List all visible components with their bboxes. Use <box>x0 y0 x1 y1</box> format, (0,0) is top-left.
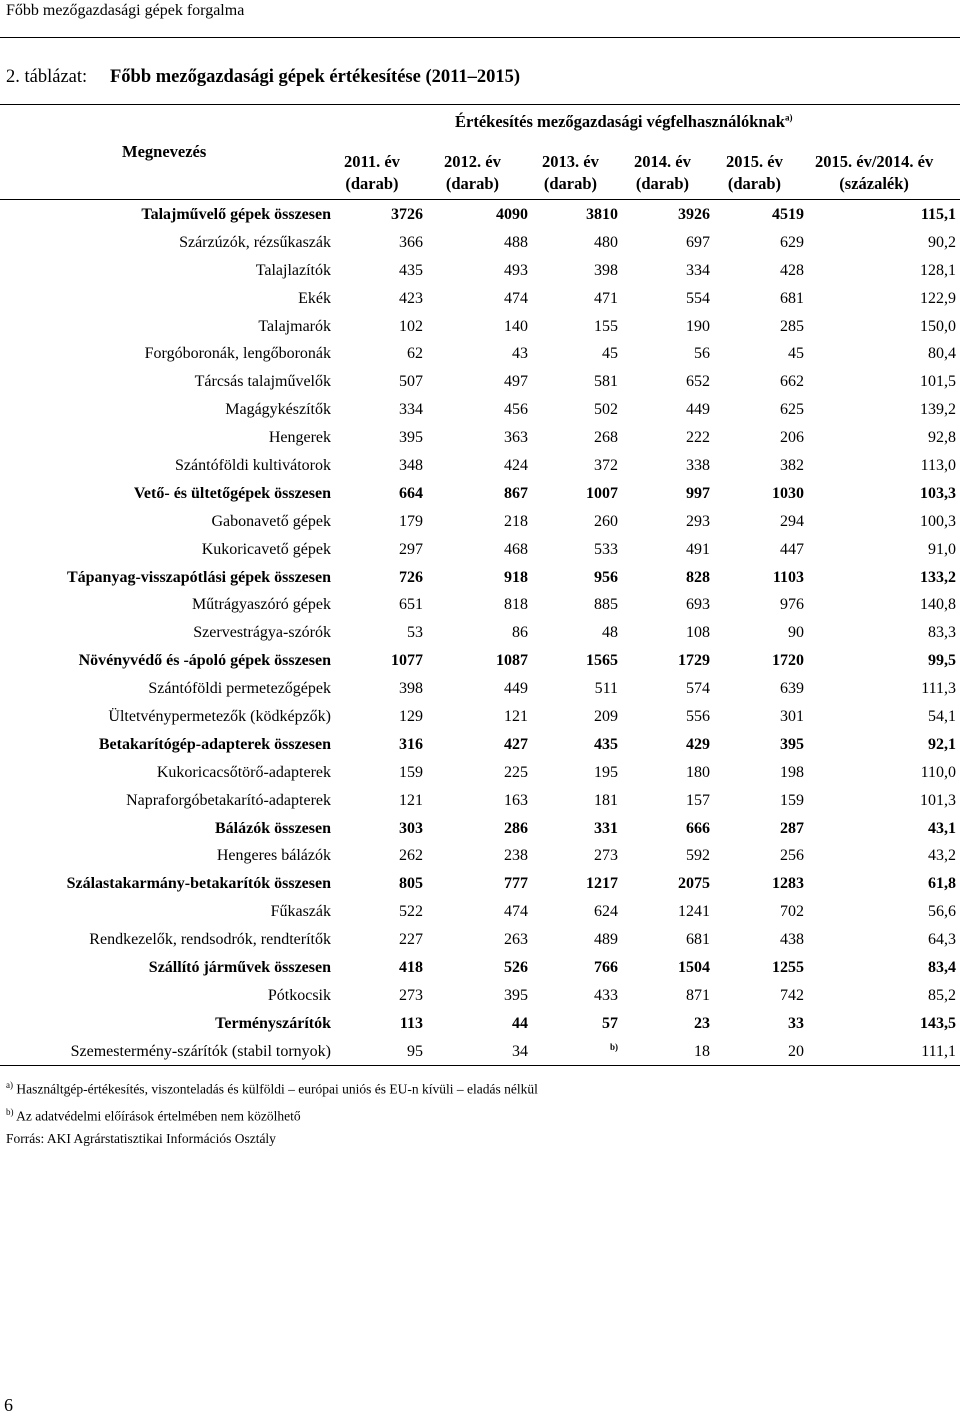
footnotes <box>6 1074 538 1150</box>
row-value: 777 <box>504 875 528 893</box>
row-value: 218 <box>504 512 528 530</box>
row-value: 867 <box>504 484 528 502</box>
table-title: Főbb mezőgazdasági gépek értékesítése (2011–2015) <box>110 67 521 87</box>
row-value: 1087 <box>496 652 528 670</box>
row-value: 56,6 <box>928 903 956 921</box>
row-label: Szálastakarmány-betakarítók összesen <box>66 875 331 893</box>
row-label: Kukoricavető gépek <box>201 540 331 558</box>
table-row <box>0 536 960 564</box>
row-value: 4519 <box>772 205 804 223</box>
row-value: 1255 <box>772 958 804 976</box>
page-number: 6 <box>4 1395 13 1415</box>
row-value: 34 <box>512 1042 528 1060</box>
row-value: 624 <box>594 903 618 921</box>
row-value: 260 <box>594 512 618 530</box>
row-value: 111,1 <box>921 1042 956 1060</box>
row-value: 828 <box>686 568 710 586</box>
footnote-a <box>6 1074 538 1101</box>
table-row <box>0 982 960 1010</box>
row-label: Napraforgóbetakarító-adapterek <box>126 791 331 809</box>
row-value: 574 <box>686 680 710 698</box>
row-label: Szárzúzók, rézsűkaszák <box>179 233 331 251</box>
row-value: 262 <box>399 847 423 865</box>
row-value: 592 <box>686 847 710 865</box>
column-header-name: Megnevezés <box>122 142 207 161</box>
row-value: 666 <box>686 819 710 837</box>
row-value: 316 <box>399 735 423 753</box>
row-value: 474 <box>504 289 528 307</box>
column-year: 2014. év <box>634 152 691 171</box>
row-value: 238 <box>504 847 528 865</box>
row-label: Szervestrágya-szórók <box>193 624 331 642</box>
row-value: 113 <box>399 1014 423 1032</box>
row-value: 129 <box>399 707 423 725</box>
row-value: 150,0 <box>920 317 956 335</box>
column-header-change <box>815 151 933 195</box>
table-row <box>0 675 960 703</box>
row-label: Tárcsás talajművelők <box>194 373 331 391</box>
table-row <box>0 954 960 982</box>
row-label: Terményszárítók <box>215 1014 331 1032</box>
column-year: 2015. év <box>726 152 783 171</box>
table-row <box>0 452 960 480</box>
row-value: 382 <box>780 456 804 474</box>
row-value: 285 <box>780 317 804 335</box>
row-value: 871 <box>686 986 710 1004</box>
row-value: 433 <box>594 986 618 1004</box>
row-value: 86 <box>512 624 528 642</box>
table-row <box>0 229 960 257</box>
row-label: Kukoricacsőtörő-adapterek <box>156 763 331 781</box>
row-label: Talajlazítók <box>255 261 331 279</box>
row-value: 447 <box>780 540 804 558</box>
row-value: 100,3 <box>920 512 956 530</box>
row-value: 1103 <box>772 568 804 586</box>
row-value: 133,2 <box>920 568 956 586</box>
row-value: 190 <box>686 317 710 335</box>
row-value: 103,3 <box>920 484 956 502</box>
row-label: Műtrágyaszóró gépek <box>191 596 331 614</box>
row-value: 662 <box>780 373 804 391</box>
sales-table <box>0 201 960 1066</box>
row-value: 64,3 <box>928 931 956 949</box>
row-value: 625 <box>780 401 804 419</box>
row-value: 533 <box>594 540 618 558</box>
column-unit: (darab) <box>543 174 597 193</box>
row-value: 159 <box>780 791 804 809</box>
column-group-header <box>455 112 792 132</box>
row-value: 139,2 <box>920 401 956 419</box>
row-value: 556 <box>686 707 710 725</box>
row-value: 1729 <box>678 652 710 670</box>
row-value: 293 <box>686 512 710 530</box>
row-value: 997 <box>686 484 710 502</box>
row-value: 95 <box>407 1042 423 1060</box>
column-header-2013 <box>542 151 599 195</box>
row-value: 976 <box>780 596 804 614</box>
row-value: 33 <box>788 1014 804 1032</box>
row-value: 818 <box>504 596 528 614</box>
row-value: 92,1 <box>928 735 956 753</box>
column-header-2011 <box>344 151 400 195</box>
row-value: 428 <box>780 261 804 279</box>
column-header-2014 <box>634 151 691 195</box>
row-value: 449 <box>504 680 528 698</box>
row-value: 766 <box>594 958 618 976</box>
row-value: 474 <box>504 903 528 921</box>
row-value: 395 <box>780 735 804 753</box>
row-label: Ültetvénypermetezők (ködképzők) <box>108 707 331 725</box>
row-value: 429 <box>686 735 710 753</box>
table-row <box>0 591 960 619</box>
row-value: 294 <box>780 512 804 530</box>
row-value: 334 <box>399 401 423 419</box>
row-value: 491 <box>686 540 710 558</box>
table-row <box>0 815 960 843</box>
row-value: 651 <box>399 596 423 614</box>
row-value: 438 <box>780 931 804 949</box>
row-value: 45 <box>788 345 804 363</box>
column-header-2015 <box>726 151 783 195</box>
row-value: 256 <box>780 847 804 865</box>
row-value: 143,5 <box>920 1014 956 1032</box>
row-value: 427 <box>504 735 528 753</box>
row-value: 3926 <box>678 205 710 223</box>
row-value: 48 <box>602 624 618 642</box>
row-value: 502 <box>594 401 618 419</box>
row-value: 488 <box>504 233 528 251</box>
row-value: 140,8 <box>920 596 956 614</box>
row-value: 681 <box>686 931 710 949</box>
row-value: 489 <box>594 931 618 949</box>
table-row <box>0 313 960 341</box>
row-value: 697 <box>686 233 710 251</box>
row-value: 526 <box>504 958 528 976</box>
table-row <box>0 759 960 787</box>
running-header <box>0 0 960 38</box>
row-value: 1217 <box>586 875 618 893</box>
row-value: 664 <box>399 484 423 502</box>
row-value: 1504 <box>678 958 710 976</box>
row-value: 3726 <box>391 205 423 223</box>
row-value: 449 <box>686 401 710 419</box>
row-value: 581 <box>594 373 618 391</box>
row-value: 726 <box>399 568 423 586</box>
row-value: 268 <box>594 429 618 447</box>
row-value: 45 <box>602 345 618 363</box>
row-value: 121 <box>399 791 423 809</box>
row-value: 121 <box>504 707 528 725</box>
row-value: 54,1 <box>928 707 956 725</box>
row-value: 348 <box>399 456 423 474</box>
row-label: Szántóföldi permetezőgépek <box>148 680 331 698</box>
row-value: 3810 <box>586 205 618 223</box>
table-row <box>0 508 960 536</box>
row-value: 1565 <box>586 652 618 670</box>
row-value: 80,4 <box>928 345 956 363</box>
row-value: 113,0 <box>920 456 956 474</box>
table-row <box>0 424 960 452</box>
row-value: 101,3 <box>920 791 956 809</box>
row-value: 222 <box>686 429 710 447</box>
row-value: 1283 <box>772 875 804 893</box>
row-value: 179 <box>399 512 423 530</box>
row-value: 56 <box>694 345 710 363</box>
row-label: Pótkocsik <box>267 986 331 1004</box>
row-value: 85,2 <box>928 986 956 1004</box>
table-row <box>0 257 960 285</box>
row-value: 468 <box>504 540 528 558</box>
row-label: Forgóboronák, lengőboronák <box>144 345 331 363</box>
row-value: 225 <box>504 763 528 781</box>
row-value: 61,8 <box>928 875 956 893</box>
row-label: Rendkezelők, rendsodrók, rendterítők <box>89 931 331 949</box>
row-value: 805 <box>399 875 423 893</box>
row-value: 507 <box>399 373 423 391</box>
footnote-b <box>6 1101 538 1128</box>
row-value: 372 <box>594 456 618 474</box>
row-value: 338 <box>686 456 710 474</box>
row-value: 62 <box>407 345 423 363</box>
row-value: 493 <box>504 261 528 279</box>
row-value: 1077 <box>391 652 423 670</box>
table-body <box>0 201 960 1066</box>
row-value: 43,2 <box>928 847 956 865</box>
row-value: 43,1 <box>928 819 956 837</box>
row-value: 90 <box>788 624 804 642</box>
row-value: 424 <box>504 456 528 474</box>
row-label: Hengeres bálázók <box>216 847 331 865</box>
row-value: 398 <box>594 261 618 279</box>
row-value: 639 <box>780 680 804 698</box>
row-value: 423 <box>399 289 423 307</box>
row-label: Bálázók összesen <box>215 819 331 837</box>
row-value: 91,0 <box>928 540 956 558</box>
table-row <box>0 368 960 396</box>
row-value: 163 <box>504 791 528 809</box>
row-value: 23 <box>694 1014 710 1032</box>
row-value: 742 <box>780 986 804 1004</box>
row-value: 102 <box>399 317 423 335</box>
row-value: 110,0 <box>920 763 956 781</box>
column-group-label: Értékesítés mezőgazdasági végfelhasználóknak <box>455 112 785 131</box>
row-value: 395 <box>504 986 528 1004</box>
row-value: 20 <box>788 1042 804 1060</box>
row-value <box>528 1038 618 1066</box>
row-value: 366 <box>399 233 423 251</box>
row-value: 398 <box>399 680 423 698</box>
row-value: 681 <box>780 289 804 307</box>
row-value: 297 <box>399 540 423 558</box>
table-row <box>0 787 960 815</box>
row-value: 273 <box>594 847 618 865</box>
row-value: 286 <box>504 819 528 837</box>
row-value: 159 <box>399 763 423 781</box>
footnote-marker: b) <box>609 1042 618 1052</box>
table-row <box>0 340 960 368</box>
column-year: 2012. év <box>444 152 501 171</box>
table-row <box>0 396 960 424</box>
row-value: 522 <box>399 903 423 921</box>
row-value: 554 <box>686 289 710 307</box>
header-bottom-rule <box>0 199 960 200</box>
table-row <box>0 703 960 731</box>
row-value: 511 <box>594 680 618 698</box>
footnote-text: Használtgép-értékesítés, viszonteladás és külföldi – európai uniós és EU-n kívüli – eladás nélkül <box>13 1081 538 1097</box>
table-row <box>0 842 960 870</box>
row-value: 18 <box>694 1042 710 1060</box>
row-value: 99,5 <box>928 652 956 670</box>
row-value: 301 <box>780 707 804 725</box>
table-row <box>0 870 960 898</box>
column-year: 2015. év/2014. év <box>815 152 934 171</box>
table-row <box>0 926 960 954</box>
row-value: 92,8 <box>928 429 956 447</box>
table-bottom-rule <box>0 1065 960 1066</box>
column-group-note: a) <box>784 112 793 123</box>
row-value: 198 <box>780 763 804 781</box>
table-row <box>0 480 960 508</box>
row-value: 181 <box>594 791 618 809</box>
row-label: Hengerek <box>268 429 331 447</box>
column-unit: (darab) <box>635 174 689 193</box>
row-value: 263 <box>504 931 528 949</box>
row-value: 418 <box>399 958 423 976</box>
table-row <box>0 898 960 926</box>
row-label: Gabonavető gépek <box>211 512 331 530</box>
row-label: Talajművelő gépek összesen <box>141 205 331 223</box>
row-label: Tápanyag-visszapótlási gépek összesen <box>66 568 331 586</box>
row-value: 157 <box>686 791 710 809</box>
row-value: 83,3 <box>928 624 956 642</box>
table-caption <box>6 67 520 88</box>
row-value: 273 <box>399 986 423 1004</box>
column-unit: (darab) <box>445 174 499 193</box>
row-value: 195 <box>594 763 618 781</box>
row-value: 956 <box>594 568 618 586</box>
row-label: Szántóföldi kultivátorok <box>175 456 331 474</box>
footnote-marker: a) <box>6 1080 13 1090</box>
row-value: 1241 <box>678 903 710 921</box>
row-value: 206 <box>780 429 804 447</box>
row-value: 209 <box>594 707 618 725</box>
row-value: 90,2 <box>928 233 956 251</box>
row-value: 4090 <box>496 205 528 223</box>
row-value: 456 <box>504 401 528 419</box>
row-value: 227 <box>399 931 423 949</box>
row-value: 180 <box>686 763 710 781</box>
row-value: 693 <box>686 596 710 614</box>
row-label: Szemestermény-szárítók (stabil tornyok) <box>70 1042 331 1060</box>
footnote-text: Az adatvédelmi előírások értelmében nem közölhető <box>13 1108 301 1123</box>
column-unit: (százalék) <box>839 174 909 193</box>
row-value: 115,1 <box>920 205 956 223</box>
row-value: 363 <box>504 429 528 447</box>
row-value: 435 <box>399 261 423 279</box>
table-row <box>0 731 960 759</box>
column-year: 2013. év <box>542 152 599 171</box>
column-year: 2011. év <box>344 152 400 171</box>
row-label: Magágykészítők <box>225 401 331 419</box>
row-label: Fűkaszák <box>270 903 331 921</box>
table-row <box>0 1010 960 1038</box>
row-label: Ekék <box>298 289 331 307</box>
table-top-rule <box>0 104 960 105</box>
row-value: 83,4 <box>928 958 956 976</box>
row-value: 44 <box>512 1014 528 1032</box>
row-value: 43 <box>512 345 528 363</box>
table-row <box>0 1038 960 1066</box>
row-value: 57 <box>602 1014 618 1032</box>
column-header-2012 <box>444 151 501 195</box>
column-unit: (darab) <box>727 174 781 193</box>
table-row <box>0 564 960 592</box>
row-value: 652 <box>686 373 710 391</box>
table-row <box>0 201 960 229</box>
row-value: 885 <box>594 596 618 614</box>
row-label: Vető- és ültetőgépek összesen <box>133 484 331 502</box>
row-value: 101,5 <box>920 373 956 391</box>
row-value: 702 <box>780 903 804 921</box>
row-value: 629 <box>780 233 804 251</box>
running-header-text: Főbb mezőgazdasági gépek forgalma <box>6 2 245 19</box>
row-value: 155 <box>594 317 618 335</box>
row-value: 435 <box>594 735 618 753</box>
table-number: 2. táblázat: <box>6 67 88 87</box>
column-unit: (darab) <box>345 174 399 193</box>
row-value: 53 <box>407 624 423 642</box>
row-label: Betakarítógép-adapterek összesen <box>98 735 331 753</box>
row-value: 918 <box>504 568 528 586</box>
table-row <box>0 647 960 675</box>
row-label: Szállító járművek összesen <box>148 958 331 976</box>
row-value: 108 <box>686 624 710 642</box>
row-value: 334 <box>686 261 710 279</box>
table-row <box>0 619 960 647</box>
row-value: 1030 <box>772 484 804 502</box>
row-value: 1720 <box>772 652 804 670</box>
row-value: 287 <box>780 819 804 837</box>
row-value: 303 <box>399 819 423 837</box>
row-value: 497 <box>504 373 528 391</box>
row-label: Talajmarók <box>258 317 331 335</box>
row-value: 395 <box>399 429 423 447</box>
row-value: 122,9 <box>920 289 956 307</box>
row-value: 1007 <box>586 484 618 502</box>
row-value: 111,3 <box>921 680 956 698</box>
table-row <box>0 285 960 313</box>
row-value: 331 <box>594 819 618 837</box>
row-value: 2075 <box>678 875 710 893</box>
row-label: Növényvédő és -ápoló gépek összesen <box>78 652 331 670</box>
footnote-marker: b) <box>6 1106 14 1117</box>
source-note: Forrás: AKI Agrárstatisztikai Információs Osztály <box>6 1131 276 1146</box>
row-value: 480 <box>594 233 618 251</box>
row-value: 128,1 <box>920 261 956 279</box>
row-value: 471 <box>594 289 618 307</box>
row-value: 140 <box>504 317 528 335</box>
